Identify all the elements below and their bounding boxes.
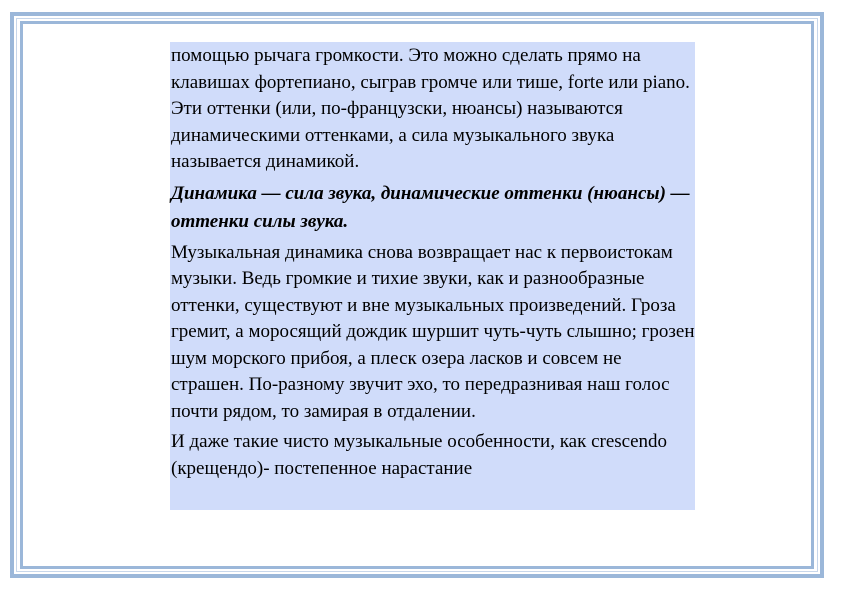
paragraph-crescendo: И даже такие чисто музыкальные особенности, как crescendo (крещендо)- постепенное нарастание: [171, 431, 668, 479]
paragraph-dynamics-intro: помощью рычага громкости. Это можно сделать прямо на клавишах фортепиано, сыграв громче или тише, forte или piano. Эти оттенки (или, по-французски, нюансы) называются динамическими оттенками, а сила музыкального звука называется динамикой.: [171, 45, 690, 172]
paragraph-definition: Динамика — сила звука, динамические оттенки (нюансы) — оттенки силы звука.: [171, 182, 690, 232]
text-box: [170, 42, 695, 510]
paragraph-nature-sounds: Музыкальная динамика снова возвращает нас к первоистокам музыки. Ведь громкие и тихие звуки, как и разнообразные оттенки, существуют и вне музыкальных произведений. Гроза гремит, а моросящий дождик шуршит чуть-чуть слышно; грозен шум морского прибоя, а плеск озера ласков и совсем не страшен. По-разному звучит эхо, то передразнивая наш голос почти рядом, то замирая в отдалении.: [171, 241, 695, 422]
